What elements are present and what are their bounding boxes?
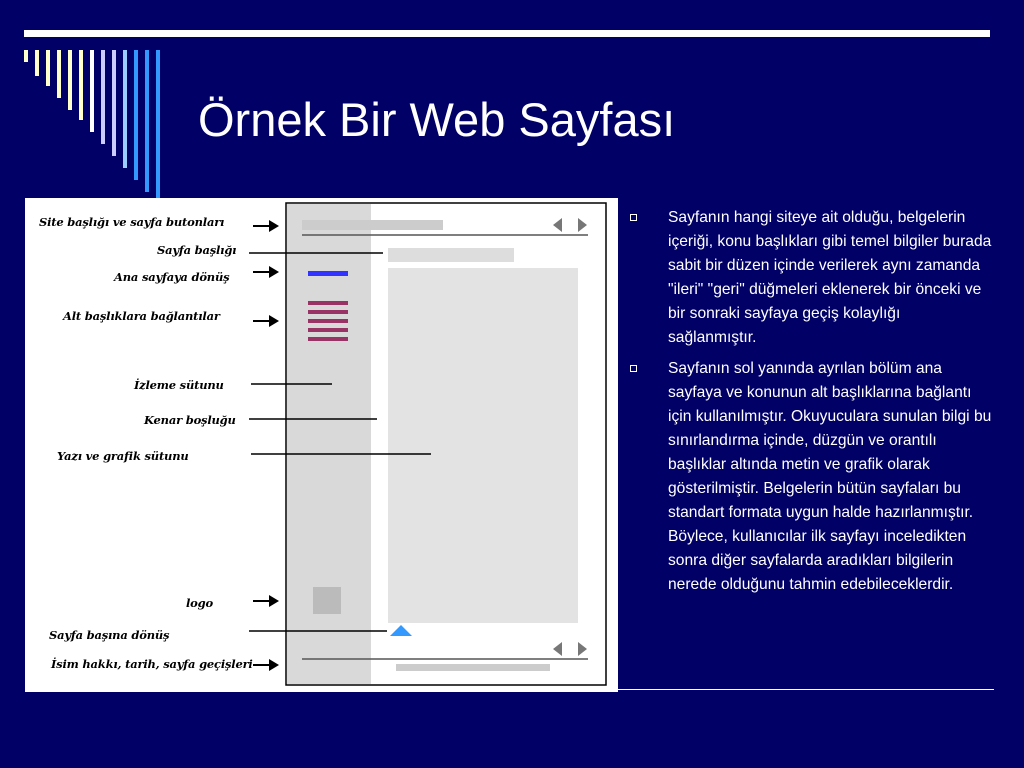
deco-line — [79, 50, 83, 120]
deco-line — [24, 50, 28, 62]
right-arrow-icon — [253, 595, 279, 607]
deco-line — [46, 50, 50, 86]
deco-line — [68, 50, 72, 110]
sub-link — [308, 328, 348, 332]
top-rule — [24, 30, 990, 37]
deco-line — [145, 50, 149, 192]
bullet-text: Sayfanın sol yanında ayrılan bölüm ana sayfaya ve konunun alt başlıklarına bağlantı için kullanılmıştır. Okuyuculara sunulan bilgi bu sınırlandırma içinde, düzgün ve orantılı başlıklar altında metin ve grafik olarak gösterilmiştir. Belgelerin bütün sayfaları bu standart formata uygun halde hazırlanmıştır. Böylece, kullanıcılar ilk sayfayı inceledikten sonra diğer sayfalarda aradıkları bilgilerin nerede olduğunu tahmin edebileceklerdir. — [668, 360, 992, 593]
slide-title: Örnek Bir Web Sayfası — [198, 93, 676, 146]
deco-line — [134, 50, 138, 180]
label-margin: Kenar boşluğu — [144, 413, 236, 427]
bullet-item — [628, 206, 992, 350]
square-bullet-icon — [630, 365, 637, 372]
page-title-bar — [388, 248, 514, 262]
label-home-return: Ana sayfaya dönüş — [114, 270, 230, 284]
content-column — [388, 268, 578, 623]
sub-link — [308, 319, 348, 323]
sub-link — [308, 337, 348, 341]
logo-box — [313, 587, 341, 614]
deco-line — [123, 50, 127, 168]
deco-line — [35, 50, 39, 76]
label-view-column: İzleme sütunu — [134, 378, 224, 392]
label-site-header: Site başlığı ve sayfa butonları — [39, 215, 225, 229]
sub-link — [308, 301, 348, 305]
sub-link — [308, 310, 348, 314]
right-arrow-icon — [253, 659, 279, 671]
deco-line — [101, 50, 105, 144]
home-link-bar — [308, 271, 348, 276]
header-bar — [302, 220, 443, 230]
deco-line — [156, 50, 160, 198]
right-arrow-icon — [253, 220, 279, 232]
deco-line — [57, 50, 61, 98]
web-page-layout-figure — [25, 198, 618, 692]
right-arrow-icon — [253, 315, 279, 327]
label-page-header: Sayfa başlığı — [157, 243, 237, 257]
label-text-graphics: Yazı ve grafik sütunu — [57, 449, 189, 463]
deco-line — [90, 50, 94, 132]
label-sub-links: Alt başlıklara bağlantılar — [63, 309, 220, 323]
bullet-text: Sayfanın hangi siteye ait olduğu, belgelerin içeriği, konu başlıkları gibi temel bilgiler burada sabit bir düzen içinde verilerek aynı zamanda "ileri" "geri" düğmeleri eklenerek bir önceki ve bir sonraki sayfaya geçiş kolaylığı sağlanmıştır. — [668, 209, 992, 346]
square-bullet-icon — [630, 214, 637, 221]
label-logo: logo — [186, 596, 213, 610]
label-page-top: Sayfa başına dönüş — [49, 628, 170, 642]
deco-line — [112, 50, 116, 156]
label-footer-info: İsim hakkı, tarih, sayfa geçişleri — [51, 657, 253, 671]
bullet-list — [628, 206, 992, 604]
bullet-item — [628, 357, 992, 597]
bottom-rule — [618, 689, 994, 690]
footer-bar — [396, 664, 550, 671]
right-arrow-icon — [253, 266, 279, 278]
